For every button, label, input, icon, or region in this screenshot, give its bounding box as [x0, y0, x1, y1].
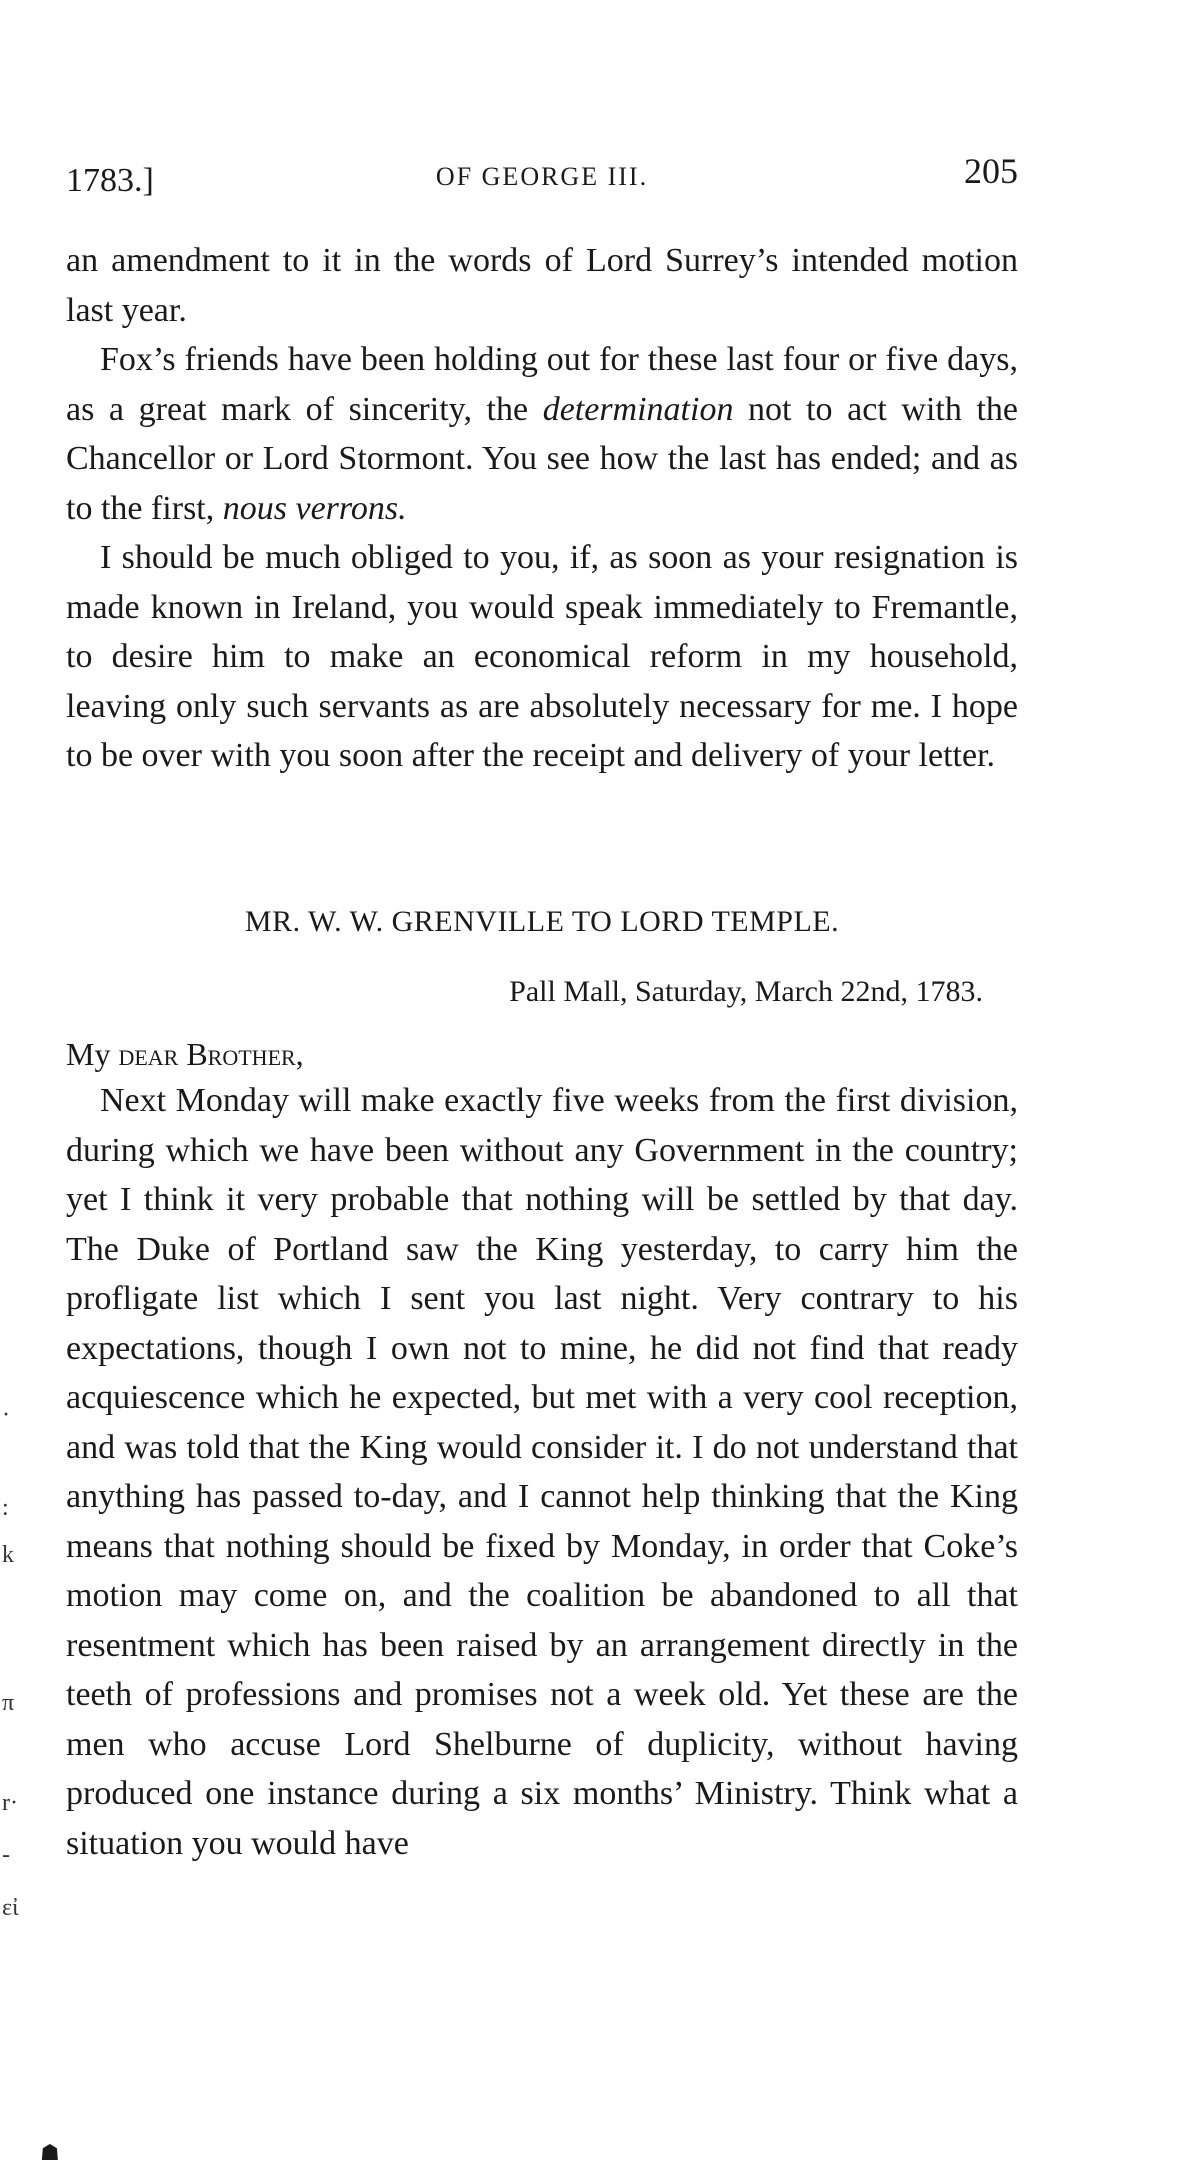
letter-salutation	[66, 1036, 304, 1073]
margin-mark: ·	[2, 1402, 10, 1428]
running-head	[66, 150, 1018, 200]
paragraph-request: I should be much obliged to you, if, as soon as your resignation is made known in Ireland, you would speak immediately to Fremantle, to desire him to make an economical reform in my household, leaving only such servants as are absolutely necessary for me. I hope to be over with you soon after the receipt and delivery of your letter.	[66, 539, 1018, 774]
running-head-title: OF GEORGE III.	[435, 162, 649, 191]
letter-dateline: Pall Mall, Saturday, March 22nd, 1783.	[509, 975, 983, 1008]
page-number: 205	[964, 151, 1018, 191]
salutation-dear-brother: dear Brother,	[110, 1036, 304, 1072]
letter-body-paragraph: Next Monday will make exactly five weeks from the first division, during which we have been without any Government in the country; yet I think it very probable that nothing will be settled by that day. The Duke of Portland saw the King yesterday, to carry him the profligate list which I sent you last night. Very contrary to his expectations, though I own not to mine, he did not find that ready acquiescence which he expected, but met with a very cool reception, and was told that the King would consider it. I do not understand that anything has passed to-day, and I cannot help thinking that the King means that nothing should be fixed by Monday, in order that Coke’s motion may come on, and the coalition be abandoned to all that resentment which has been raised by an arrangement directly in the teeth of professions and promises not a week old. Yet these are the men who accuse Lord Shelburne of duplicity, without having produced one instance during a six months’ Ministry. Think what a situation you would have	[66, 1082, 1018, 1862]
italic-determination: determination	[542, 390, 734, 428]
margin-mark: k	[2, 1542, 14, 1568]
opening-text	[66, 236, 1018, 781]
paragraph-fox-text-b: not to act with the Chancellor or Lord Stormont. You see how the last has ended; and as to the first,	[66, 390, 1018, 527]
salutation-my: My	[66, 1036, 111, 1072]
margin-mark: -	[2, 1842, 10, 1868]
paragraph-fox	[66, 335, 1018, 533]
letter-heading: MR. W. W. GRENVILLE TO LORD TEMPLE.	[244, 905, 840, 938]
italic-nous-verrons: nous verrons.	[222, 489, 407, 527]
paragraph-continuation: an amendment to it in the words of Lord Surrey’s intended motion last year.	[66, 242, 1018, 329]
margin-mark: εἰ	[2, 1895, 19, 1921]
bottom-mark-icon: ☗	[40, 2140, 60, 2165]
running-head-year: 1783.]	[66, 162, 154, 199]
paragraph-fox-text-a: Fox’s friends have been holding out for these last four or five days, as a great mark of sincerity, the	[66, 341, 1018, 428]
margin-mark: π	[2, 1690, 15, 1716]
margin-mark: :	[2, 1495, 9, 1521]
margin-mark: r·	[2, 1790, 18, 1816]
letter-body	[66, 1076, 1018, 1868]
